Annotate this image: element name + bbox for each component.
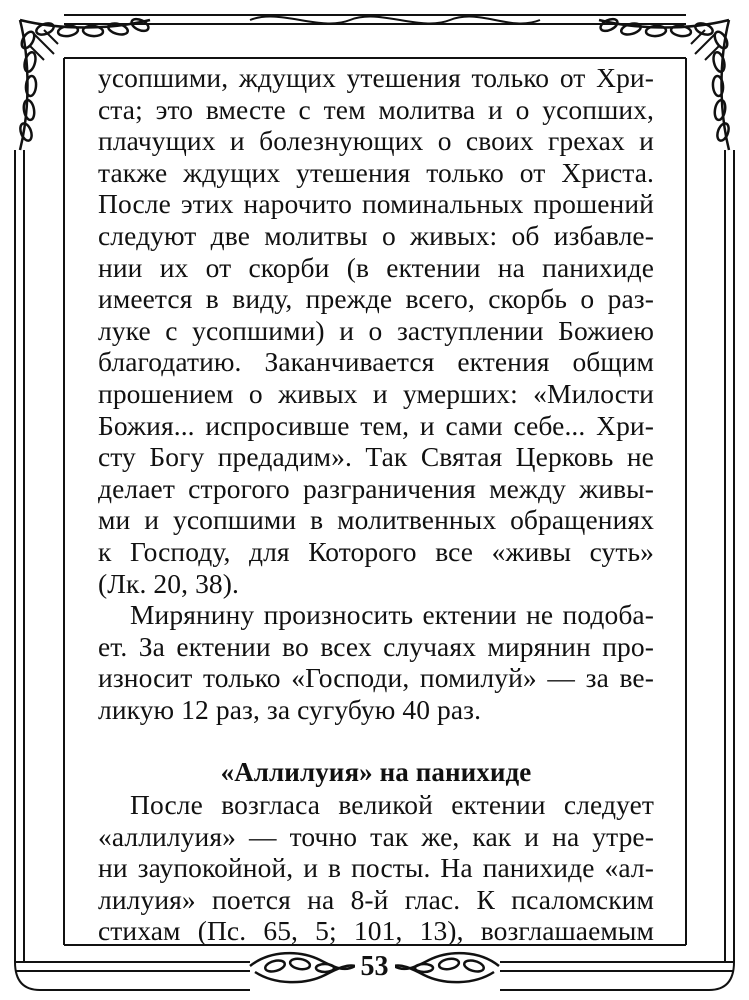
text-line: нии их от скорби (в ектении на панихиде [98, 251, 654, 283]
text-line: ни заупокойной, и в посты. На панихиде «ал- [98, 852, 654, 884]
page-number-label: 53 [355, 951, 395, 982]
text-line: имеется в виду, прежде всего, скорбь о раз- [98, 283, 654, 315]
text-line: ста; это вместе с тем молитва и о усопших, [98, 93, 654, 125]
paragraph-2 [98, 599, 654, 725]
text-line: луке с усопшими) и о заступлении Божиею [98, 314, 654, 346]
text-line: ет. За ектении во всех случаях мирянин про- [98, 630, 654, 662]
text-line: к Господу, для Которого все «живы суть» [98, 535, 654, 567]
text-line: (Лк. 20, 38). [98, 567, 240, 599]
text-line: сту Богу предадим». Так Святая Церковь не [98, 441, 654, 473]
page-text [98, 62, 654, 947]
text-line: ми и усопшими в молитвенных обращениях [98, 504, 654, 536]
text-line: Мирянину произносить ектении не подоба- [130, 599, 654, 631]
text-line: После возгласа великой ектении следует [130, 789, 654, 821]
page-number [0, 952, 749, 982]
paragraph-3 [98, 789, 654, 947]
text-line: усопшими, ждущих утешения только от Хри- [98, 62, 654, 93]
paragraph-1 [98, 62, 654, 599]
text-line: «аллилуия» — точно так же, как и на утре- [98, 820, 654, 852]
text-line: также ждущих утешения только от Христа. [98, 156, 654, 188]
text-line: следуют две молитвы о живых: об избавле- [98, 219, 654, 251]
text-line: делает строгого разграничения между живы- [98, 472, 654, 504]
text-line: благодатию. Заканчивается ектения общим [98, 346, 654, 378]
text-line: ликую 12 раз, за сугубую 40 раз. [98, 693, 482, 725]
text-line: плачущих и болезнующих о своих грехах и [98, 125, 654, 157]
text-line: После этих нарочито поминальных прошений [98, 188, 654, 220]
text-line: износит только «Господи, помилуй» — за ве- [98, 662, 654, 694]
top-ornament-icon [250, 17, 540, 24]
text-line: лилуия» поется на 8-й глас. К псаломским [98, 883, 654, 915]
spacer [98, 725, 654, 757]
text-line: прошением о живых и умерших: «Милости [98, 377, 654, 409]
text-line: Божия... испросивше тем, и сами себе... Хри- [98, 409, 654, 441]
text-line: стихам (Пс. 65, 5; 101, 13), возглашаемым [98, 915, 654, 947]
section-heading: «Аллилуия» на панихиде [220, 757, 532, 788]
